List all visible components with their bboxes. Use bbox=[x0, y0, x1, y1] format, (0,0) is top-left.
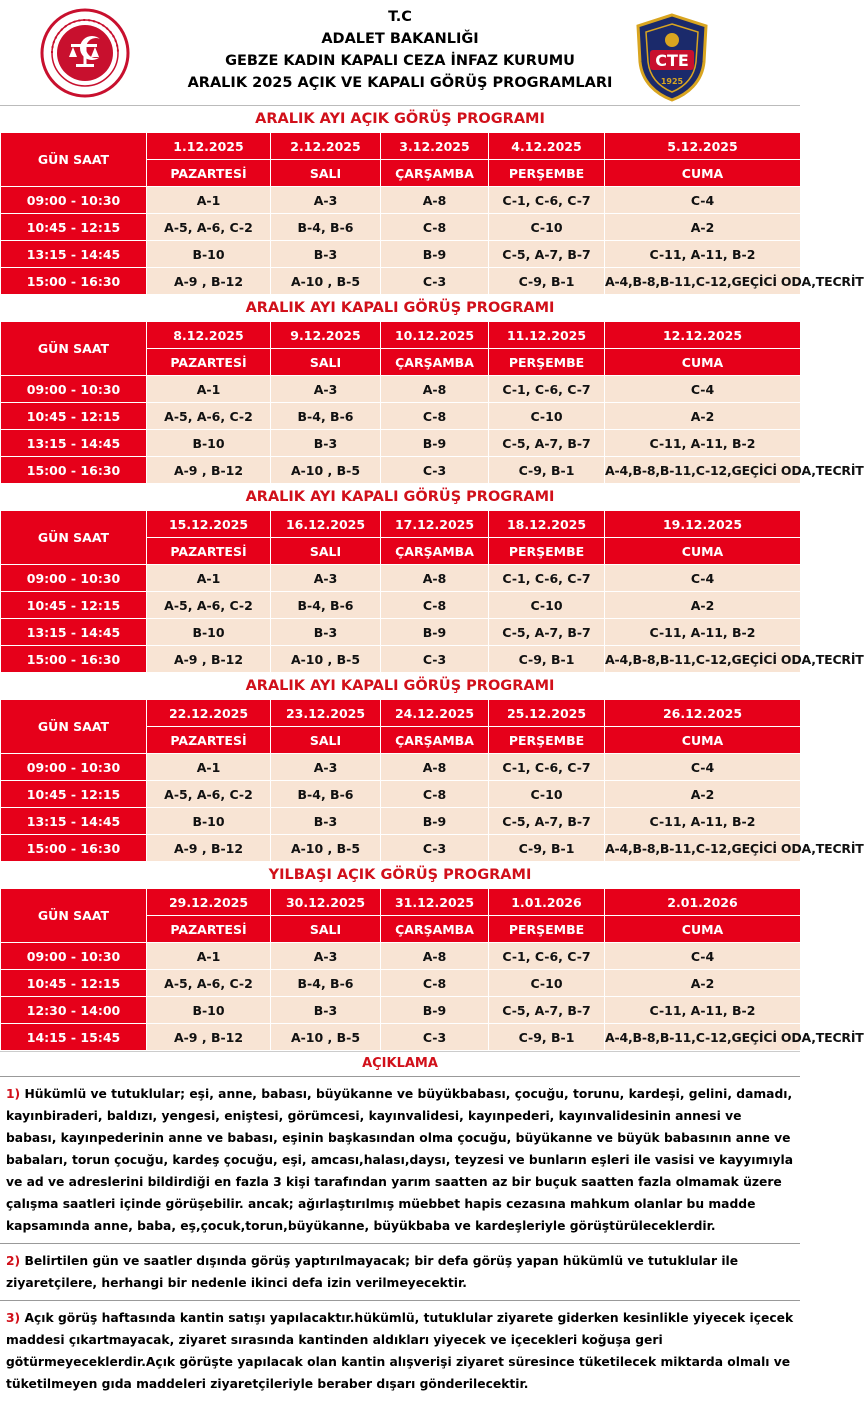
ward-cell: A-8 bbox=[381, 187, 489, 214]
ward-cell: B-4, B-6 bbox=[271, 592, 381, 619]
table-row bbox=[1, 808, 801, 835]
date-header: 11.12.2025 bbox=[489, 322, 605, 349]
ward-cell: C-10 bbox=[489, 214, 605, 241]
ward-cell: A-9 , B-12 bbox=[147, 1024, 271, 1051]
ward-cell: A-4,B-8,B-11,C-12,GEÇİCİ ODA,TECRİT bbox=[605, 835, 801, 862]
table-row bbox=[1, 835, 801, 862]
ward-cell: A-10 , B-5 bbox=[271, 1024, 381, 1051]
date-header: 31.12.2025 bbox=[381, 889, 489, 916]
day-header: SALI bbox=[271, 160, 381, 187]
time-slot: 13:15 - 14:45 bbox=[1, 808, 147, 835]
header-line-institution: GEBZE KADIN KAPALI CEZA İNFAZ KURUMU bbox=[225, 53, 575, 69]
time-slot: 13:15 - 14:45 bbox=[1, 619, 147, 646]
day-header: CUMA bbox=[605, 349, 801, 376]
table-row bbox=[1, 565, 801, 592]
ward-cell: B-10 bbox=[147, 997, 271, 1024]
note-text: Açık görüş haftasında kantin satışı yapılacaktır.hükümlü, tutuklular ziyarete giderken kesinlikle yiyecek içecek maddesi çıkartmayacak, ziyaret sırasında kantinden aldıkları yiyecek ve içecekleri koğuşa geri götürmeyeceklerdir.Açık görüşte yapılacak olan kantin alışverişi ziyaret süresince tüketilecek miktarda olmalı ve tüketilmeyen gıda maddeleri ziyaretçileriyle beraber dışarı gönderilecektir. bbox=[6, 1311, 794, 1391]
ward-cell: C-9, B-1 bbox=[489, 646, 605, 673]
ward-cell: C-9, B-1 bbox=[489, 835, 605, 862]
table-row bbox=[1, 943, 801, 970]
corner-label: GÜN SAAT bbox=[1, 322, 147, 376]
ward-cell: B-10 bbox=[147, 430, 271, 457]
explanation-note bbox=[0, 1300, 800, 1401]
ward-cell: A-8 bbox=[381, 565, 489, 592]
table-row bbox=[1, 781, 801, 808]
ward-cell: C-10 bbox=[489, 592, 605, 619]
ward-cell: C-3 bbox=[381, 646, 489, 673]
ward-cell: C-8 bbox=[381, 970, 489, 997]
ward-cell: A-2 bbox=[605, 403, 801, 430]
date-header: 9.12.2025 bbox=[271, 322, 381, 349]
ward-cell: A-10 , B-5 bbox=[271, 457, 381, 484]
ward-cell: B-9 bbox=[381, 430, 489, 457]
ward-cell: A-2 bbox=[605, 214, 801, 241]
date-header: 25.12.2025 bbox=[489, 700, 605, 727]
cte-logo-year: 1925 bbox=[660, 77, 684, 86]
note-number: 2) bbox=[6, 1254, 21, 1268]
ward-cell: A-3 bbox=[271, 187, 381, 214]
ward-cell: A-1 bbox=[147, 187, 271, 214]
table-row bbox=[1, 754, 801, 781]
table-row bbox=[1, 592, 801, 619]
table-row bbox=[1, 646, 801, 673]
time-slot: 10:45 - 12:15 bbox=[1, 403, 147, 430]
ward-cell: C-11, A-11, B-2 bbox=[605, 619, 801, 646]
ward-cell: C-4 bbox=[605, 187, 801, 214]
ward-cell: A-8 bbox=[381, 754, 489, 781]
ward-cell: C-11, A-11, B-2 bbox=[605, 241, 801, 268]
ward-cell: A-4,B-8,B-11,C-12,GEÇİCİ ODA,TECRİT bbox=[605, 268, 801, 295]
ward-cell: C-5, A-7, B-7 bbox=[489, 619, 605, 646]
date-row bbox=[1, 511, 801, 538]
ward-cell: B-3 bbox=[271, 997, 381, 1024]
ward-cell: C-4 bbox=[605, 754, 801, 781]
ward-cell: A-3 bbox=[271, 565, 381, 592]
ward-cell: C-5, A-7, B-7 bbox=[489, 241, 605, 268]
ward-cell: A-10 , B-5 bbox=[271, 268, 381, 295]
ward-cell: B-10 bbox=[147, 808, 271, 835]
note-number: 1) bbox=[6, 1087, 21, 1101]
time-slot: 09:00 - 10:30 bbox=[1, 376, 147, 403]
section-title: ARALIK AYI AÇIK GÖRÜŞ PROGRAMI bbox=[255, 111, 545, 127]
time-slot: 09:00 - 10:30 bbox=[1, 943, 147, 970]
explanation-note bbox=[0, 1076, 800, 1243]
date-header: 10.12.2025 bbox=[381, 322, 489, 349]
corner-label: GÜN SAAT bbox=[1, 511, 147, 565]
date-header: 2.01.2026 bbox=[605, 889, 801, 916]
table-row bbox=[1, 376, 801, 403]
ward-cell: B-4, B-6 bbox=[271, 403, 381, 430]
ward-cell: A-9 , B-12 bbox=[147, 646, 271, 673]
day-header: SALI bbox=[271, 916, 381, 943]
explanation-note bbox=[0, 1243, 800, 1300]
ward-cell: A-1 bbox=[147, 565, 271, 592]
ward-cell: A-1 bbox=[147, 754, 271, 781]
corner-label: GÜN SAAT bbox=[1, 700, 147, 754]
time-slot: 15:00 - 16:30 bbox=[1, 268, 147, 295]
ward-cell: C-10 bbox=[489, 781, 605, 808]
ward-cell: A-3 bbox=[271, 376, 381, 403]
date-row bbox=[1, 700, 801, 727]
ward-cell: A-5, A-6, C-2 bbox=[147, 970, 271, 997]
ward-cell: C-11, A-11, B-2 bbox=[605, 997, 801, 1024]
header-line-ministry: ADALET BAKANLIĞI bbox=[321, 31, 479, 47]
ward-cell: A-4,B-8,B-11,C-12,GEÇİCİ ODA,TECRİT bbox=[605, 646, 801, 673]
date-header: 1.12.2025 bbox=[147, 133, 271, 160]
time-slot: 10:45 - 12:15 bbox=[1, 781, 147, 808]
date-row bbox=[1, 322, 801, 349]
date-row bbox=[1, 133, 801, 160]
day-header: ÇARŞAMBA bbox=[381, 916, 489, 943]
ward-cell: C-3 bbox=[381, 1024, 489, 1051]
ward-cell: B-9 bbox=[381, 241, 489, 268]
schedule-table bbox=[0, 510, 864, 673]
ward-cell: C-1, C-6, C-7 bbox=[489, 754, 605, 781]
table-row bbox=[1, 187, 801, 214]
ward-cell: C-5, A-7, B-7 bbox=[489, 997, 605, 1024]
day-header: CUMA bbox=[605, 916, 801, 943]
ward-cell: A-2 bbox=[605, 592, 801, 619]
date-header: 15.12.2025 bbox=[147, 511, 271, 538]
ward-cell: A-9 , B-12 bbox=[147, 835, 271, 862]
day-header: PERŞEMBE bbox=[489, 160, 605, 187]
table-row bbox=[1, 241, 801, 268]
time-slot: 15:00 - 16:30 bbox=[1, 646, 147, 673]
corner-label: GÜN SAAT bbox=[1, 133, 147, 187]
ward-cell: C-11, A-11, B-2 bbox=[605, 808, 801, 835]
ward-cell: C-10 bbox=[489, 970, 605, 997]
note-text: Belirtilen gün ve saatler dışında görüş yaptırılmayacak; bir defa görüş yapan hükümlü ve tutuklular ile ziyaretçilere, herhangi bir nedenle ikinci defa izin verilmeyecektir. bbox=[6, 1254, 739, 1290]
table-row bbox=[1, 403, 801, 430]
ward-cell: B-4, B-6 bbox=[271, 214, 381, 241]
ward-cell: C-8 bbox=[381, 214, 489, 241]
table-row bbox=[1, 970, 801, 997]
ward-cell: A-1 bbox=[147, 943, 271, 970]
date-header: 8.12.2025 bbox=[147, 322, 271, 349]
date-header: 24.12.2025 bbox=[381, 700, 489, 727]
ward-cell: C-3 bbox=[381, 835, 489, 862]
ward-cell: C-9, B-1 bbox=[489, 268, 605, 295]
ward-cell: C-1, C-6, C-7 bbox=[489, 943, 605, 970]
section-title: ARALIK AYI KAPALI GÖRÜŞ PROGRAMI bbox=[245, 678, 555, 694]
time-slot: 13:15 - 14:45 bbox=[1, 241, 147, 268]
ward-cell: C-5, A-7, B-7 bbox=[489, 808, 605, 835]
time-slot: 10:45 - 12:15 bbox=[1, 592, 147, 619]
ward-cell: C-4 bbox=[605, 943, 801, 970]
ward-cell: A-5, A-6, C-2 bbox=[147, 781, 271, 808]
ward-cell: B-3 bbox=[271, 241, 381, 268]
table-row bbox=[1, 214, 801, 241]
date-header: 12.12.2025 bbox=[605, 322, 801, 349]
ward-cell: A-9 , B-12 bbox=[147, 268, 271, 295]
table-row bbox=[1, 430, 801, 457]
ward-cell: A-4,B-8,B-11,C-12,GEÇİCİ ODA,TECRİT bbox=[605, 1024, 801, 1051]
note-number: 3) bbox=[6, 1311, 21, 1325]
explanation-title: AÇIKLAMA bbox=[0, 1051, 800, 1076]
ward-cell: B-3 bbox=[271, 619, 381, 646]
time-slot: 14:15 - 15:45 bbox=[1, 1024, 147, 1051]
ward-cell: C-8 bbox=[381, 403, 489, 430]
day-header: PAZARTESİ bbox=[147, 349, 271, 376]
time-slot: 10:45 - 12:15 bbox=[1, 970, 147, 997]
day-header: ÇARŞAMBA bbox=[381, 349, 489, 376]
ward-cell: A-2 bbox=[605, 970, 801, 997]
ward-cell: A-5, A-6, C-2 bbox=[147, 403, 271, 430]
table-row bbox=[1, 619, 801, 646]
day-header: CUMA bbox=[605, 160, 801, 187]
date-header: 26.12.2025 bbox=[605, 700, 801, 727]
day-header: ÇARŞAMBA bbox=[381, 538, 489, 565]
day-header: ÇARŞAMBA bbox=[381, 727, 489, 754]
ward-cell: C-10 bbox=[489, 403, 605, 430]
date-header: 18.12.2025 bbox=[489, 511, 605, 538]
date-header: 29.12.2025 bbox=[147, 889, 271, 916]
ward-cell: C-8 bbox=[381, 781, 489, 808]
day-header: CUMA bbox=[605, 538, 801, 565]
ward-cell: A-4,B-8,B-11,C-12,GEÇİCİ ODA,TECRİT bbox=[605, 457, 801, 484]
day-header: CUMA bbox=[605, 727, 801, 754]
ward-cell: C-3 bbox=[381, 268, 489, 295]
document-header bbox=[0, 0, 800, 106]
note-text: Hükümlü ve tutuklular; eşi, anne, babası, büyükanne ve büyükbabası, çocuğu, torunu, kardeşi, gelini, damadı, kayınbiraderi, baldızı, yengesi, eniştesi, görümcesi, kayınvalidesi, kayınpederi, kayınvalidesinin annesi ve babası, kayınpederinin anne ve babası, eşinin başkasından olma çocuğu, büyükanne ve büyük babasının anne ve babaları, torun çocuğu, kardeş çocuğu, eşi, amcası,halası,daysı, teyzesi ve bunların eşleri ile vasisi ve kayyımıyla ve ad ve adreslerini bildirdiği en fazla 3 kişi tarafından yarım saatten az bir buçuk saatten fazla olmamak üzere çalışma saatleri içinde görüşebilir. ancak; ağırlaştırılmış müebbet hapis cezasına mahkum olanlar bu madde kapsamında anne, baba, eş,çocuk,torun,büyükanne, büyükbaba ve kardeşleriyle görüştürüleceklerdir. bbox=[6, 1087, 794, 1233]
date-header: 23.12.2025 bbox=[271, 700, 381, 727]
day-header: PERŞEMBE bbox=[489, 916, 605, 943]
ward-cell: C-1, C-6, C-7 bbox=[489, 187, 605, 214]
table-row bbox=[1, 457, 801, 484]
ward-cell: C-1, C-6, C-7 bbox=[489, 376, 605, 403]
ward-cell: A-1 bbox=[147, 376, 271, 403]
time-slot: 10:45 - 12:15 bbox=[1, 214, 147, 241]
ward-cell: A-3 bbox=[271, 754, 381, 781]
ward-cell: C-5, A-7, B-7 bbox=[489, 430, 605, 457]
day-header: PAZARTESİ bbox=[147, 160, 271, 187]
corner-label: GÜN SAAT bbox=[1, 889, 147, 943]
explanation-notes bbox=[0, 1076, 800, 1401]
ward-cell: B-9 bbox=[381, 997, 489, 1024]
schedule-table bbox=[0, 321, 864, 484]
date-header: 1.01.2026 bbox=[489, 889, 605, 916]
schedule-table bbox=[0, 888, 864, 1051]
day-header: PAZARTESİ bbox=[147, 916, 271, 943]
time-slot: 09:00 - 10:30 bbox=[1, 187, 147, 214]
day-header: PAZARTESİ bbox=[147, 727, 271, 754]
time-slot: 12:30 - 14:00 bbox=[1, 997, 147, 1024]
ward-cell: A-9 , B-12 bbox=[147, 457, 271, 484]
ward-cell: C-9, B-1 bbox=[489, 457, 605, 484]
schedule-sections bbox=[0, 106, 864, 1051]
ward-cell: C-4 bbox=[605, 376, 801, 403]
day-header: ÇARŞAMBA bbox=[381, 160, 489, 187]
header-line-tc: T.C bbox=[388, 9, 412, 25]
date-header: 5.12.2025 bbox=[605, 133, 801, 160]
section-title: ARALIK AYI KAPALI GÖRÜŞ PROGRAMI bbox=[245, 300, 555, 316]
ward-cell: A-10 , B-5 bbox=[271, 646, 381, 673]
day-header: SALI bbox=[271, 538, 381, 565]
cte-shield-logo-icon bbox=[632, 12, 712, 102]
section-title: ARALIK AYI KAPALI GÖRÜŞ PROGRAMI bbox=[245, 489, 555, 505]
time-slot: 09:00 - 10:30 bbox=[1, 565, 147, 592]
day-header: SALI bbox=[271, 349, 381, 376]
date-row bbox=[1, 889, 801, 916]
ward-cell: B-9 bbox=[381, 619, 489, 646]
ward-cell: B-3 bbox=[271, 808, 381, 835]
ward-cell: B-10 bbox=[147, 619, 271, 646]
ward-cell: B-4, B-6 bbox=[271, 781, 381, 808]
ward-cell: A-10 , B-5 bbox=[271, 835, 381, 862]
schedule-table bbox=[0, 699, 864, 862]
date-header: 17.12.2025 bbox=[381, 511, 489, 538]
date-header: 16.12.2025 bbox=[271, 511, 381, 538]
ward-cell: C-1, C-6, C-7 bbox=[489, 565, 605, 592]
ward-cell: C-8 bbox=[381, 592, 489, 619]
schedule-table bbox=[0, 132, 864, 295]
section-title: YILBAŞI AÇIK GÖRÜŞ PROGRAMI bbox=[268, 867, 532, 883]
ward-cell: B-3 bbox=[271, 430, 381, 457]
date-header: 3.12.2025 bbox=[381, 133, 489, 160]
ward-cell: C-4 bbox=[605, 565, 801, 592]
day-header: PAZARTESİ bbox=[147, 538, 271, 565]
ward-cell: A-8 bbox=[381, 943, 489, 970]
cte-logo-text: CTE bbox=[655, 51, 689, 70]
ward-cell: A-5, A-6, C-2 bbox=[147, 214, 271, 241]
date-header: 2.12.2025 bbox=[271, 133, 381, 160]
header-line-program-title: ARALIK 2025 AÇIK VE KAPALI GÖRÜŞ PROGRAMLARI bbox=[187, 75, 613, 91]
ward-cell: A-8 bbox=[381, 376, 489, 403]
date-header: 22.12.2025 bbox=[147, 700, 271, 727]
time-slot: 13:15 - 14:45 bbox=[1, 430, 147, 457]
ward-cell: C-11, A-11, B-2 bbox=[605, 430, 801, 457]
table-row bbox=[1, 268, 801, 295]
ward-cell: A-2 bbox=[605, 781, 801, 808]
day-header: SALI bbox=[271, 727, 381, 754]
ward-cell: B-4, B-6 bbox=[271, 970, 381, 997]
ward-cell: C-9, B-1 bbox=[489, 1024, 605, 1051]
ward-cell: B-10 bbox=[147, 241, 271, 268]
ward-cell: B-9 bbox=[381, 808, 489, 835]
ward-cell: A-3 bbox=[271, 943, 381, 970]
day-header: PERŞEMBE bbox=[489, 349, 605, 376]
day-header: PERŞEMBE bbox=[489, 727, 605, 754]
date-header: 30.12.2025 bbox=[271, 889, 381, 916]
date-header: 4.12.2025 bbox=[489, 133, 605, 160]
time-slot: 15:00 - 16:30 bbox=[1, 457, 147, 484]
time-slot: 15:00 - 16:30 bbox=[1, 835, 147, 862]
ward-cell: C-3 bbox=[381, 457, 489, 484]
day-header: PERŞEMBE bbox=[489, 538, 605, 565]
ward-cell: A-5, A-6, C-2 bbox=[147, 592, 271, 619]
table-row bbox=[1, 997, 801, 1024]
table-row bbox=[1, 1024, 801, 1051]
date-header: 19.12.2025 bbox=[605, 511, 801, 538]
time-slot: 09:00 - 10:30 bbox=[1, 754, 147, 781]
